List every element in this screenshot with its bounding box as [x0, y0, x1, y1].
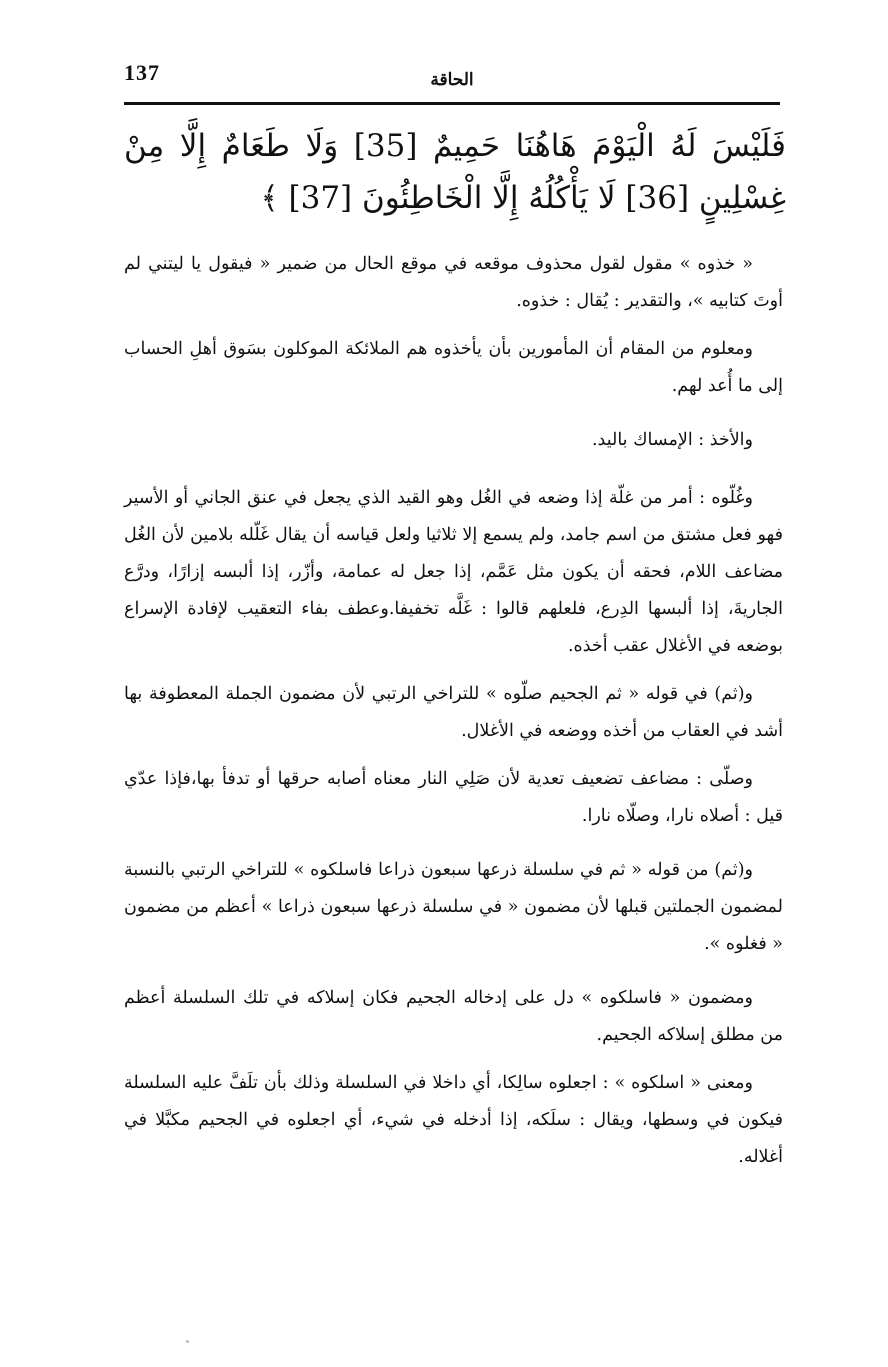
- paragraph: ومضمون « فاسلكوه » دل على إدخاله الجحيم فكان إسلاكه في تلك السلسلة أعظم من مطلق إسلاكه الجحيم.: [124, 988, 783, 1045]
- paragraph: والأخذ : الإمساك باليد.: [591, 430, 753, 450]
- header-rule: [124, 102, 780, 105]
- running-title: الحاقة: [430, 70, 474, 90]
- paragraph: ومعنى « اسلكوه » : اجعلوه سالِكا، أي داخلا في السلسلة وذلك بأن تلَفَّ عليه السلسلة فيكون في وسطها، ويقال : سلَكه، إذا أدخله في شيء، أي اجعلوه في الجحيم مكبَّلا في أغلاله.: [124, 1073, 783, 1167]
- scan-speck: [186, 1340, 189, 1343]
- quran-verse: فَلَيْسَ لَهُ الْيَوْمَ هَاهُنَا حَمِيمٌ [35] وَلَا طَعَامٌ إِلَّا مِنْ غِسْلِينٍ [36] لَا يَأْكُلُهُ إِلَّا الْخَاطِئُونَ [37] ﴾: [124, 128, 786, 216]
- page-number: 137: [124, 60, 160, 85]
- paragraph: و(ثم) في قوله « ثم الجحيم صلّوه » للتراخي الرتبي لأن مضمون الجملة المعطوفة بها أشد في العقاب من أخذه ووضعه في الأغلال.: [124, 684, 783, 741]
- paragraph: ومعلوم من المقام أن المأمورين بأن يأخذوه هم الملائكة الموكلون بسَوق أهلِ الحساب إلى ما أُعد لهم.: [124, 339, 783, 396]
- paragraph: « خذوه » مقول لقول محذوف موقعه في موقع الحال من ضمير « فيقول يا ليتني لم أوتَ كتابيه »، والتقدير : يُقال : خذوه.: [124, 254, 783, 311]
- paragraph: وغُلّوه : أمر من غلّة إذا وضعه في الغُل وهو القيد الذي يجعل في عنق الجاني أو الأسير فهو فعل مشتق من اسم جامد، ولم يسمع إلا ثلاثيا ولعل قياسه أن يقال غَلّله بلامين لأن الغُل مضاعف اللام، فحقه أن يكون مثل عَمَّم، إذا جعل له عمامة، وأزّر، إذا ألبسه إزارًا، ودرَّع الجاريةَ، إذا ألبسها الدِرع، فلعلهم قالوا : غَلَّه تخفيفا.وعطف بفاء التعقيب لإفادة الإسراع بوضعه في الأغلال عقب أخذه.: [124, 488, 783, 656]
- commentary-body: [124, 246, 783, 1176]
- page-header: [124, 56, 780, 102]
- paragraph: و(ثم) من قوله « ثم في سلسلة ذرعها سبعون ذراعا فاسلكوه » للتراخي الرتبي بالنسبة لمضمون الجملتين قبلها لأن مضمون « في سلسلة ذرعها سبعون ذراعا » أعظم من مضمون « فغلوه ».: [124, 860, 783, 954]
- paragraph: وصلّى : مضاعف تضعيف تعدية لأن صَلِي النار معناه أصابه حرقها أو تدفأ بها،فإذا عدّي قيل : أصلاه نارا، وصلّاه نارا.: [124, 769, 783, 826]
